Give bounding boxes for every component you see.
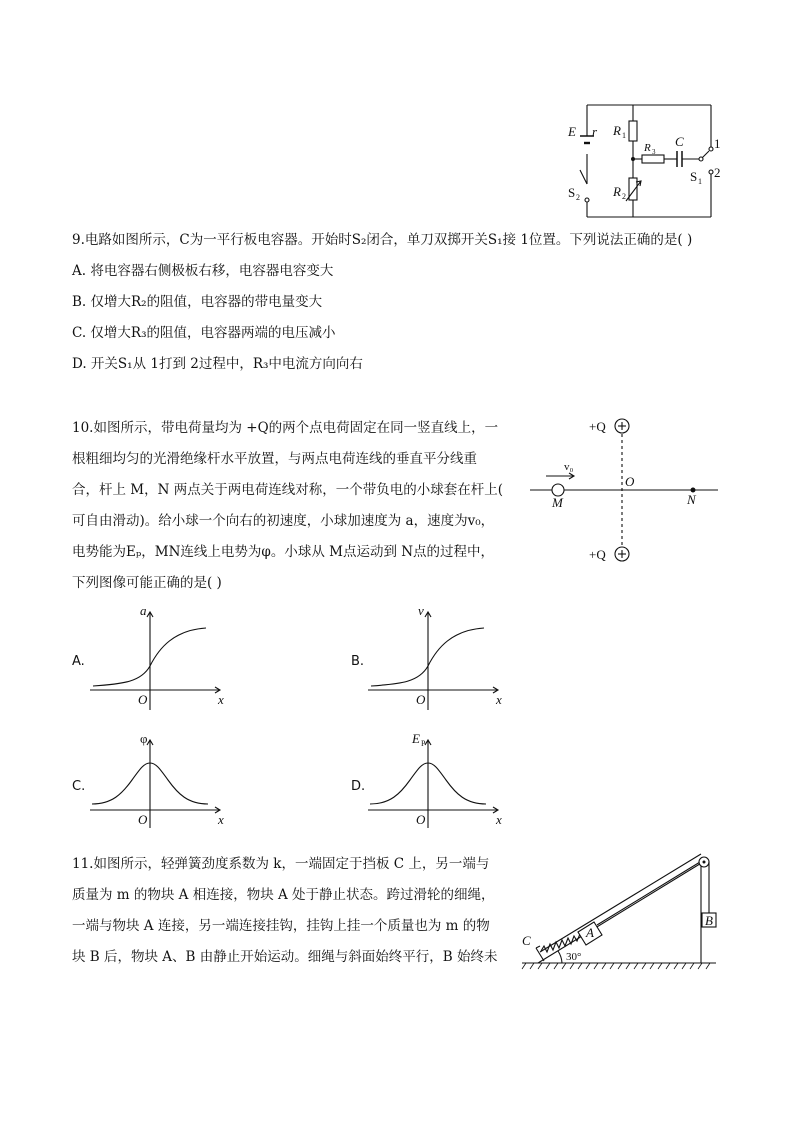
q11-line-4: 块 B 后，物块 A、B 由静止开始运动。细绳与斜面始终平行，B 始终未 [72,949,498,965]
q10-charges-figure [522,412,727,572]
q11-line-1: 11.如图所示，轻弹簧劲度系数为 k，一端固定于挡板 C 上，另一端与 [72,856,490,872]
q9-label-pos2: 2 [714,165,721,180]
q9-label-S2: S [568,185,576,200]
q9-label-E: E [568,124,576,139]
q10-graph-b [366,604,511,716]
q11-label-angle: 30° [566,951,582,963]
q9-label-pos1: 1 [714,136,721,151]
q9-label-R3-sub: 3 [652,148,656,156]
q10-line-3: 合，杆上 M，N 两点关于两电荷连线对称，一个带负电的小球套在杆上( [72,482,503,498]
q10-graph-a-xaxis: x [218,692,224,707]
q10-graph-b-origin: O [416,692,426,707]
q10-graph-b-yaxis: v [418,604,424,618]
q11-line-2: 质量为 m 的物块 A 相连接，物块 A 处于静止状态。跨过滑轮的细绳， [72,887,495,903]
q10-graph-a [88,604,233,716]
q10-line-5: 电势能为Eₚ，MN连线上电势为φ。小球从 M点运动到 N点的过程中， [72,544,495,560]
q10-line-2: 根粗细均匀的光滑绝缘杆水平放置，与两点电荷连线的垂直平分线重 [72,451,477,467]
q9-label-R2-sub: 2 [622,192,626,201]
q9-option-c: C. 仅增大R₃的阻值，电容器两端的电压减小 [72,325,336,341]
q11-incline-figure [516,848,726,972]
q10-graph-d-yaxis: E [412,732,420,746]
q11-label-b: B [705,913,713,928]
q10-graph-c-xaxis: x [218,812,224,827]
q10-label-m: M [552,495,563,510]
q10-graph-a-yaxis: a [140,604,147,618]
q9-stem: 9.电路如图所示，C为一平行板电容器。开始时S₂闭合，单刀双掷开关S₁接 1位置。下列说法正确的是( ) [72,232,693,248]
q9-label-R1-sub: 1 [622,131,626,140]
q9-label-R3: R [644,142,651,154]
q10-graph-c [88,732,233,832]
q10-line-1: 10.如图所示，带电荷量均为 +Q的两个点电荷固定在同一竖直线上，一 [72,420,499,436]
q10-graph-d [366,732,511,832]
q10-graph-b-xaxis: x [496,692,502,707]
q9-label-S1-sub: 1 [698,177,702,186]
q10-line-6: 下列图像可能正确的是( ) [72,575,222,591]
q9-label-S1: S [690,169,698,184]
q11-line-3: 一端与物块 A 连接，另一端连接挂钩，挂钩上挂一个质量也为 m 的物 [72,918,490,934]
q11-label-a: A [586,925,594,940]
q9-option-b: B. 仅增大R₂的阻值，电容器的带电量变大 [72,294,323,310]
q10-graph-c-yaxis: φ [140,732,148,746]
q10-graph-c-label: C. [72,779,86,794]
q10-graph-d-label: D. [351,779,366,794]
q9-label-C: C [675,134,684,149]
q9-label-r: r [592,124,598,139]
q10-line-4: 可自由滑动)。给小球一个向右的初速度，小球加速度为 a，速度为v₀， [72,513,495,529]
q10-graph-d-yaxis-sub: P [421,739,426,748]
q10-graph-d-xaxis: x [496,812,502,827]
q9-label-R2: R [613,184,621,199]
q10-label-top-q: +Q [589,419,606,434]
q9-option-a: A. 将电容器右侧极板右移，电容器电容变大 [72,263,334,279]
q10-graph-b-label: B. [351,654,365,669]
q10-graph-a-label: A. [72,654,85,669]
q10-label-n: N [687,492,696,507]
q10-label-v0: v₀ [564,461,574,473]
q10-label-o: O [625,474,635,489]
q9-circuit-figure [560,96,730,224]
q10-graph-c-origin: O [138,812,148,827]
q11-label-c: C [522,933,531,948]
q9-label-S2-sub: 2 [576,193,580,202]
q10-graph-a-origin: O [138,692,148,707]
q9-label-R1: R [613,123,621,138]
q10-label-bottom-q: +Q [589,547,606,562]
q10-graph-d-origin: O [416,812,426,827]
q9-option-d: D. 开关S₁从 1打到 2过程中，R₃中电流方向向右 [72,356,363,372]
